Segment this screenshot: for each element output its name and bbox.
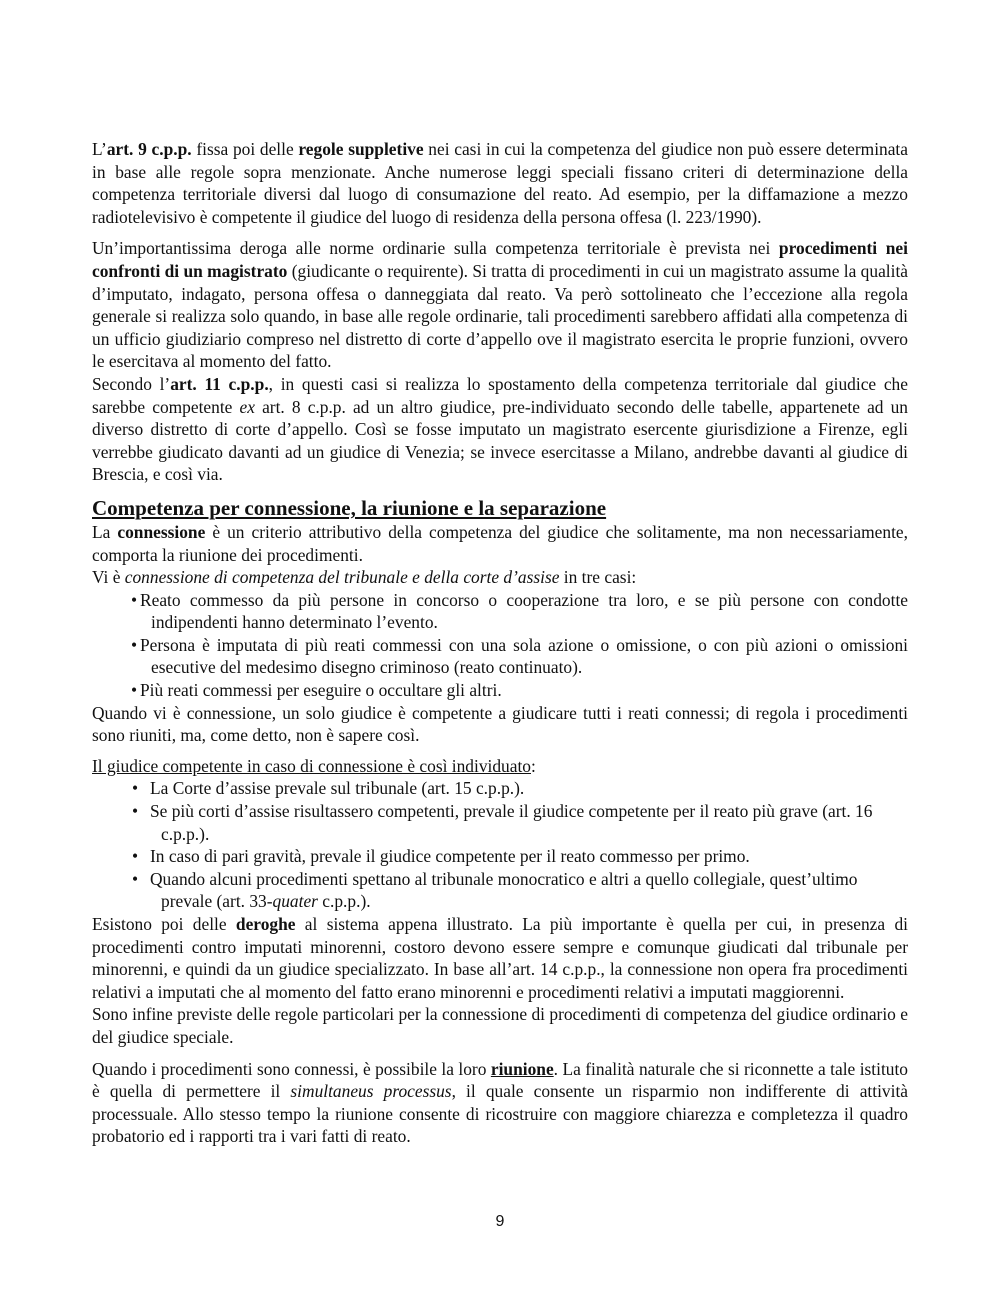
paragraph-deroghe: Esistono poi delle deroghe al sistema appena illustrato. La più importante è quella per cui, in presenza di procedimenti contro imputati minorenni, costoro devono essere sempre e comunque giudicati dal tribunale per minorenni, e quindi da un giudice specializzato. In base all’art. 14 c.p.p., la connessione non opera fra procedimenti relativi a imputati che al momento del fatto erano minorenni e procedimenti relativi a imputati maggiorenni. (92, 914, 908, 1002)
paragraph-art-11: Secondo l’art. 11 c.p.p., in questi casi si realizza lo spostamento della competenza territoriale dal giudice che sarebbe competente ex art. 8 c.p.p. ad un altro giudice, pre-individuato secondo delle tabelle, appartenete ad un diverso distretto di corte d’appello. Così se fosse imputato un magistrato esercente giurisdizione a Firenze, egli verrebbe giudicato davanti ad un giudice di Venezia; se invece esercitasse a Milano, andrebbe davanti al giudice di Brescia, e così via. (92, 373, 908, 485)
document-page (92, 138, 908, 1148)
paragraph-magistrato: Un’importantissima deroga alle norme ordinarie sulla competenza territoriale è prevista nei procedimenti nei confronti di un magistrato (giudicante o requirente). Si tratta di procedimenti in cui un magistrato assume la qualità d’imputato, indagato, persona offesa o danneggiata dal reato. Va però sottolineato che l’eccezione alla regola generale si realizza solo quando, in base alle regole ordinarie, tali procedimenti sarebbero affidati alla competenza di un ufficio giudiziario compreso nel distretto di corte d’appello ove il magistrato esercita le proprie funzioni, ovvero le esercitava al momento del fatto. (92, 238, 908, 372)
list-item: • Persona è imputata di più reati commessi con una sola azione o omissione, o con più azioni o omissioni esecutive del medesimo disegno criminoso (reato continuato). (131, 634, 908, 678)
paragraph-un-solo-giudice: Quando vi è connessione, un solo giudice è competente a giudicare tutti i reati connessi; di regola i procedimenti sono riuniti, ma, come detto, non è sapere così. (92, 702, 908, 746)
giudice-competente-list (92, 777, 908, 913)
paragraph-regole-particolari: Sono infine previste delle regole particolari per la connessione di procedimenti di competenza del giudice ordinario e del giudice speciale. (92, 1004, 908, 1047)
section-heading: Competenza per connessione, la riunione e la separazione (92, 495, 607, 520)
paragraph-tre-casi: Vi è connessione di competenza del tribunale e della corte d’assise in tre casi: (92, 567, 637, 588)
page-number: 9 (495, 1213, 505, 1230)
list-item: • Quando alcuni procedimenti spettano al tribunale monocratico e altri a quello collegiale, quest’ultimo prevale (art. 33-quater c.p.p.). (132, 868, 858, 912)
list-item: • La Corte d’assise prevale sul tribunale (art. 15 c.p.p.). (132, 778, 525, 799)
list-item: • Più reati commessi per eseguire o occultare gli altri. (131, 680, 502, 701)
paragraph-riunione: Quando i procedimenti sono connessi, è possibile la loro riunione. La finalità naturale che si riconnette a tale istituto è quella di permettere il simultaneus processus, il quale consente un risparmio non indifferente di attività processuale. Allo stesso tempo la riunione consente di ricostruire con maggiore chiarezza e completezza il quadro probatorio ed i rapporti tra i vari fatti di reato. (92, 1058, 909, 1147)
list-item: • Reato commesso da più persone in concorso o cooperazione tra loro, e se più persone con condotte indipendenti hanno determinato l’evento. (131, 589, 908, 633)
paragraph-art-9: L’art. 9 c.p.p. fissa poi delle regole suppletive nei casi in cui la competenza del giudice non può essere determinata in base alle regole sopra menzionate. Anche numerose leggi speciali fissano criteri di determinazione della competenza territoriale diversi dal luogo di consumazione del reato. Ad esempio, per la diffamazione a mezzo radiotelevisivo è competente il giudice del luogo di residenza della persona offesa (l. 223/1990). (92, 139, 908, 227)
connessione-cases-list (92, 589, 908, 702)
list-item: • In caso di pari gravità, prevale il giudice competente per il reato commesso per primo. (132, 846, 750, 867)
paragraph-giudice-competente: Il giudice competente in caso di connessione è così individuato: (92, 755, 536, 776)
paragraph-connessione: La connessione è un criterio attributivo della competenza del giudice che solitamente, ma non necessariamente, comporta la riunione dei procedimenti. (92, 521, 908, 565)
list-item: • Se più corti d’assise risultassero competenti, prevale il giudice competente per il reato più grave (art. 16 c.p.p.). (132, 801, 873, 844)
